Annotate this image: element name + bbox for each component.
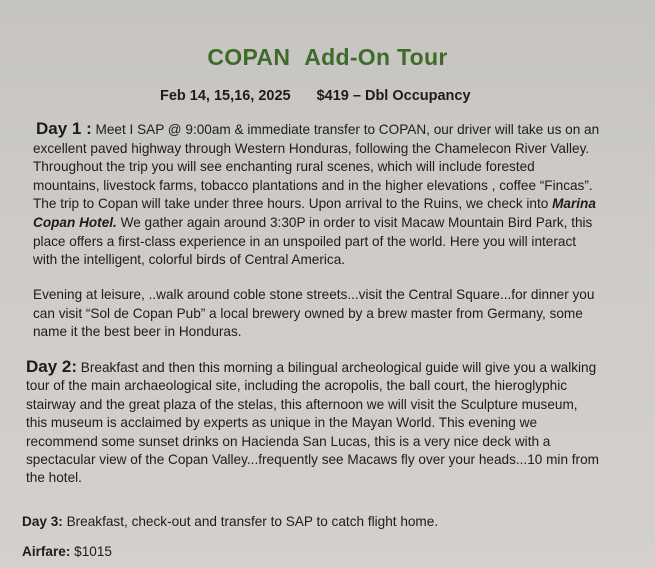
day2-line-4: this museum is acclaimed by experts as unique in the Mayan World. This evening we [26, 415, 538, 431]
day1-line-1: Day 1 : Meet I SAP @ 9:00am & immediate transfer to COPAN, our driver will take us on an [36, 119, 600, 138]
airfare-label: Airfare: [22, 544, 71, 559]
airfare-value: $1015 [70, 544, 112, 559]
day1-line-3: Throughout the trip you will see enchanting rural scenes, which will include forested [33, 159, 535, 175]
hotel-name-part2: Copan Hotel. [33, 214, 117, 230]
day1-paragraph [33, 119, 600, 270]
airfare-line [22, 543, 112, 562]
day1-line-7: place offers a first-class experience in an unspoiled part of the world. Here you will interact [33, 233, 577, 249]
day1-line-8: with the intelligent, colorful birds of Central America. [33, 252, 346, 268]
evening-line-3: name it the best beer in Honduras. [33, 324, 242, 340]
day2-line-6: spectacular view of the Copan Valley...frequently see Macaws fly over your heads...10 min from [26, 452, 599, 468]
day1-line-2: excellent paved highway through Western Honduras, following the Chamelecon River Valley. [33, 140, 590, 156]
day2-line-5: recommend some sunset drinks on Hacienda San Lucas, this is a very nice deck with a [26, 433, 551, 449]
evening-line-1: Evening at leisure, ..walk around coble stone streets...visit the Central Square...for dinner you [33, 287, 595, 302]
day2-line-7: the hotel. [26, 470, 82, 486]
tour-subtitle [160, 88, 471, 104]
day3-paragraph [22, 513, 438, 532]
day2-line-3: stairway and the great plaza of the stelas, this afternoon we will visit the Sculpture museum, [26, 396, 578, 412]
day2-label: Day 2: [26, 357, 78, 376]
title-destination: COPAN [207, 44, 291, 70]
day2-paragraph [26, 358, 599, 488]
hotel-name-part1: Marina [552, 196, 596, 212]
day3-text: Breakfast, check-out and transfer to SAP to catch flight home. [62, 514, 439, 529]
day1-label: Day 1 : [36, 119, 92, 138]
day1-line-5: The trip to Copan will take under three hours. Upon arrival to the Ruins, we check into Marina [33, 196, 596, 212]
day1-line-6: Copan Hotel. We gather again around 3:30P in order to visit Macaw Mountain Bird Park, this [33, 214, 593, 230]
day2-line-1: Day 2: Breakfast and then this morning a bilingual archeological guide will give you a walking [26, 357, 597, 376]
tour-dates: Feb 14, 15,16, 2025 [160, 88, 291, 104]
tour-price: $419 – Dbl Occupancy [316, 88, 471, 104]
evening-paragraph [33, 286, 594, 342]
evening-line-2: can visit “Sol de Copan Pub” a local brewery owned by a brew master from Germany, some [33, 305, 583, 321]
tour-title [0, 44, 655, 71]
title-tour-type: Add-On Tour [304, 44, 448, 70]
day3-label: Day 3: [22, 514, 63, 529]
day1-line-4: mountains, livestock farms, tobacco plantations and in the higher elevations , coffee “Fincas”. [33, 177, 593, 193]
day2-line-2: tour of the main archaeological site, including the acropolis, the ball court, the hieroglyphic [26, 378, 568, 394]
